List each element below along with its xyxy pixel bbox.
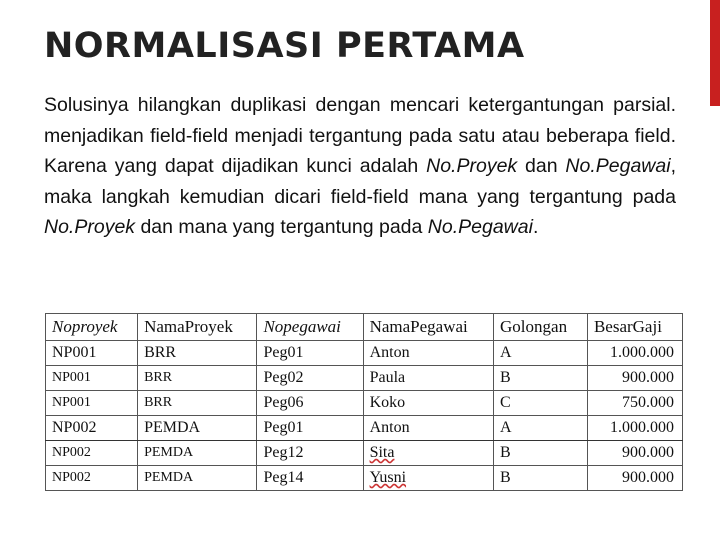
data-table-container [45, 313, 683, 491]
cell-golongan: B [494, 366, 588, 391]
cell-golongan: B [494, 441, 588, 466]
cell-noproyek: NP001 [46, 391, 138, 416]
cell-noproyek: NP001 [46, 341, 138, 366]
key-nopegawai: No.Pegawai [565, 155, 671, 177]
paragraph-text: Solusinya hilangkan duplikasi dengan mencari ketergantungan parsial. menjadikan field-field menjadi tergantung pada satu atau beberapa field. Karena yang dapat dijadikan kunci adalah [44, 94, 676, 177]
cell-namaproyek: BRR [138, 341, 257, 366]
header-noproyek: Noproyek [46, 314, 138, 341]
cell-besargaji: 900.000 [587, 366, 682, 391]
cell-besargaji: 900.000 [587, 441, 682, 466]
header-nopegawai: Nopegawai [257, 314, 363, 341]
cell-golongan: B [494, 466, 588, 491]
key-noproyek: No.Proyek [44, 216, 136, 238]
cell-namapegawai: Anton [363, 416, 493, 441]
header-golongan: Golongan [494, 314, 588, 341]
cell-namaproyek: BRR [138, 366, 257, 391]
cell-namaproyek: BRR [138, 391, 257, 416]
cell-noproyek: NP002 [46, 466, 138, 491]
cell-besargaji: 750.000 [587, 391, 682, 416]
table-row [46, 441, 683, 466]
cell-namapegawai: Koko [363, 391, 493, 416]
header-besargaji: BesarGaji [587, 314, 682, 341]
cell-besargaji: 1.000.000 [587, 341, 682, 366]
table-header-row [46, 314, 683, 341]
key-nopegawai: No.Pegawai [427, 216, 533, 238]
table-row [46, 341, 683, 366]
key-noproyek: No.Proyek [426, 155, 518, 177]
accent-bar [710, 0, 720, 106]
table-row [46, 416, 683, 441]
cell-golongan: A [494, 341, 588, 366]
header-namaproyek: NamaProyek [138, 314, 257, 341]
body-paragraph [44, 90, 676, 243]
cell-namapegawai: Anton [363, 341, 493, 366]
cell-namaproyek: PEMDA [138, 466, 257, 491]
table-row [46, 366, 683, 391]
cell-golongan: C [494, 391, 588, 416]
paragraph-text: , maka langkah kemudian dicari field-field mana yang tergantung pada [44, 155, 676, 208]
cell-namapegawai: Yusni [363, 466, 493, 491]
paragraph-text: dan [517, 155, 566, 177]
cell-namaproyek: PEMDA [138, 441, 257, 466]
cell-nopegawai: Peg12 [257, 441, 363, 466]
cell-nopegawai: Peg01 [257, 416, 363, 441]
cell-noproyek: NP002 [46, 416, 138, 441]
cell-namapegawai: Paula [363, 366, 493, 391]
cell-nopegawai: Peg06 [257, 391, 363, 416]
data-table [45, 313, 683, 491]
cell-nopegawai: Peg01 [257, 341, 363, 366]
cell-golongan: A [494, 416, 588, 441]
cell-nopegawai: Peg14 [257, 466, 363, 491]
paragraph-text: . [532, 216, 539, 238]
paragraph-text: dan mana yang tergantung pada [135, 216, 428, 238]
cell-namapegawai: Sita [363, 441, 493, 466]
table-row [46, 466, 683, 491]
cell-nopegawai: Peg02 [257, 366, 363, 391]
header-namapegawai: NamaPegawai [363, 314, 493, 341]
cell-besargaji: 1.000.000 [587, 416, 682, 441]
table-row [46, 391, 683, 416]
cell-namaproyek: PEMDA [138, 416, 257, 441]
cell-noproyek: NP002 [46, 441, 138, 466]
cell-noproyek: NP001 [46, 366, 138, 391]
cell-besargaji: 900.000 [587, 466, 682, 491]
slide-title: NORMALISASI PERTAMA [44, 26, 525, 66]
